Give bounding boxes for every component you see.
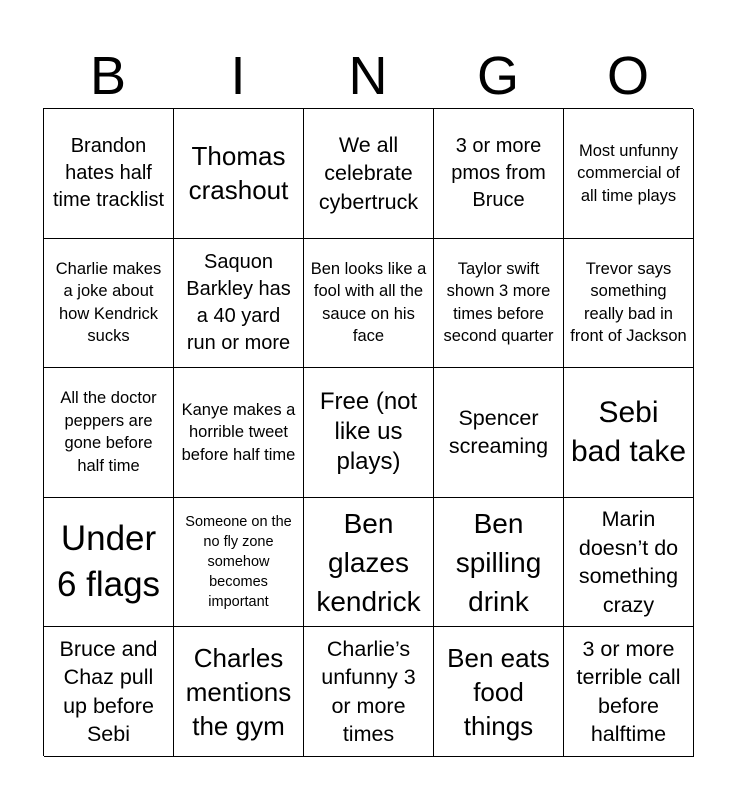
- cell-text: Ben glazes kendrick: [316, 507, 421, 617]
- bingo-cell[interactable]: [174, 239, 304, 369]
- bingo-cell[interactable]: [44, 368, 174, 498]
- cell-text: Bruce and Chaz pull up before Sebi: [59, 636, 158, 747]
- bingo-cell[interactable]: [44, 627, 174, 757]
- bingo-header: [43, 44, 693, 108]
- bingo-cell[interactable]: [44, 239, 174, 369]
- bingo-cell[interactable]: [304, 498, 434, 628]
- bingo-cell[interactable]: [44, 109, 174, 239]
- bingo-cell[interactable]: [174, 109, 304, 239]
- bingo-cell[interactable]: [174, 498, 304, 628]
- bingo-cell[interactable]: [564, 368, 694, 498]
- cell-text: Ben eats food things: [447, 642, 550, 741]
- bingo-cell[interactable]: [434, 627, 564, 757]
- cell-text: Charlie makes a joke about how Kendrick sucks: [55, 259, 162, 346]
- cell-text: Marin doesn’t do something crazy: [578, 507, 679, 617]
- bingo-cell[interactable]: [304, 627, 434, 757]
- cell-text: Under 6 flags: [56, 519, 161, 605]
- cell-text: Ben looks like a fool with all the sauce on his face: [310, 259, 427, 346]
- bingo-cell[interactable]: [174, 368, 304, 498]
- cell-text: Charlie’s unfunny 3 or more times: [321, 636, 416, 747]
- header-letter-i: I: [230, 46, 246, 106]
- bingo-cell[interactable]: [564, 498, 694, 628]
- cell-text: Ben spilling drink: [455, 507, 542, 617]
- bingo-cell[interactable]: [304, 109, 434, 239]
- cell-text: Charles mentions the gym: [185, 642, 292, 741]
- cell-text: 3 or more pmos from Bruce: [451, 134, 546, 211]
- bingo-cell[interactable]: [174, 627, 304, 757]
- header-letter-n: N: [348, 46, 388, 106]
- cell-text: Saquon Barkley has a 40 yard run or more: [186, 250, 291, 354]
- cell-text: Brandon hates half time tracklist: [52, 134, 165, 211]
- bingo-cell[interactable]: [304, 239, 434, 369]
- bingo-cell[interactable]: [434, 368, 564, 498]
- bingo-cell[interactable]: [434, 109, 564, 239]
- header-letter-g: G: [476, 46, 519, 106]
- cell-text: Thomas crashout: [188, 141, 289, 206]
- cell-text: Most unfunny commercial of all time plays: [577, 141, 680, 205]
- cell-text: 3 or more terrible call before halftime: [576, 636, 681, 747]
- cell-text: Kanye makes a horrible tweet before half time: [181, 400, 296, 464]
- bingo-cell[interactable]: [434, 239, 564, 369]
- cell-text: Sebi bad take: [570, 396, 687, 469]
- bingo-cell[interactable]: [44, 498, 174, 628]
- header-letter-o: O: [606, 46, 649, 106]
- bingo-cell[interactable]: [564, 239, 694, 369]
- cell-text: Spencer screaming: [448, 405, 549, 459]
- cell-text: Someone on the no fly zone somehow becomes important: [185, 514, 292, 611]
- cell-text: Trevor says something really bad in front of Jackson: [570, 259, 687, 346]
- bingo-cell[interactable]: [434, 498, 564, 628]
- bingo-cell[interactable]: [304, 368, 434, 498]
- bingo-grid: [43, 108, 693, 756]
- cell-text: All the doctor peppers are gone before half time: [60, 389, 157, 475]
- cell-text: Free (not like us plays): [319, 388, 418, 476]
- cell-text: Taylor swift shown 3 more times before second quarter: [443, 259, 554, 346]
- bingo-cell[interactable]: [564, 627, 694, 757]
- header-letter-b: B: [89, 46, 127, 106]
- cell-text: We all celebrate cybertruck: [318, 132, 419, 214]
- bingo-cell[interactable]: [564, 109, 694, 239]
